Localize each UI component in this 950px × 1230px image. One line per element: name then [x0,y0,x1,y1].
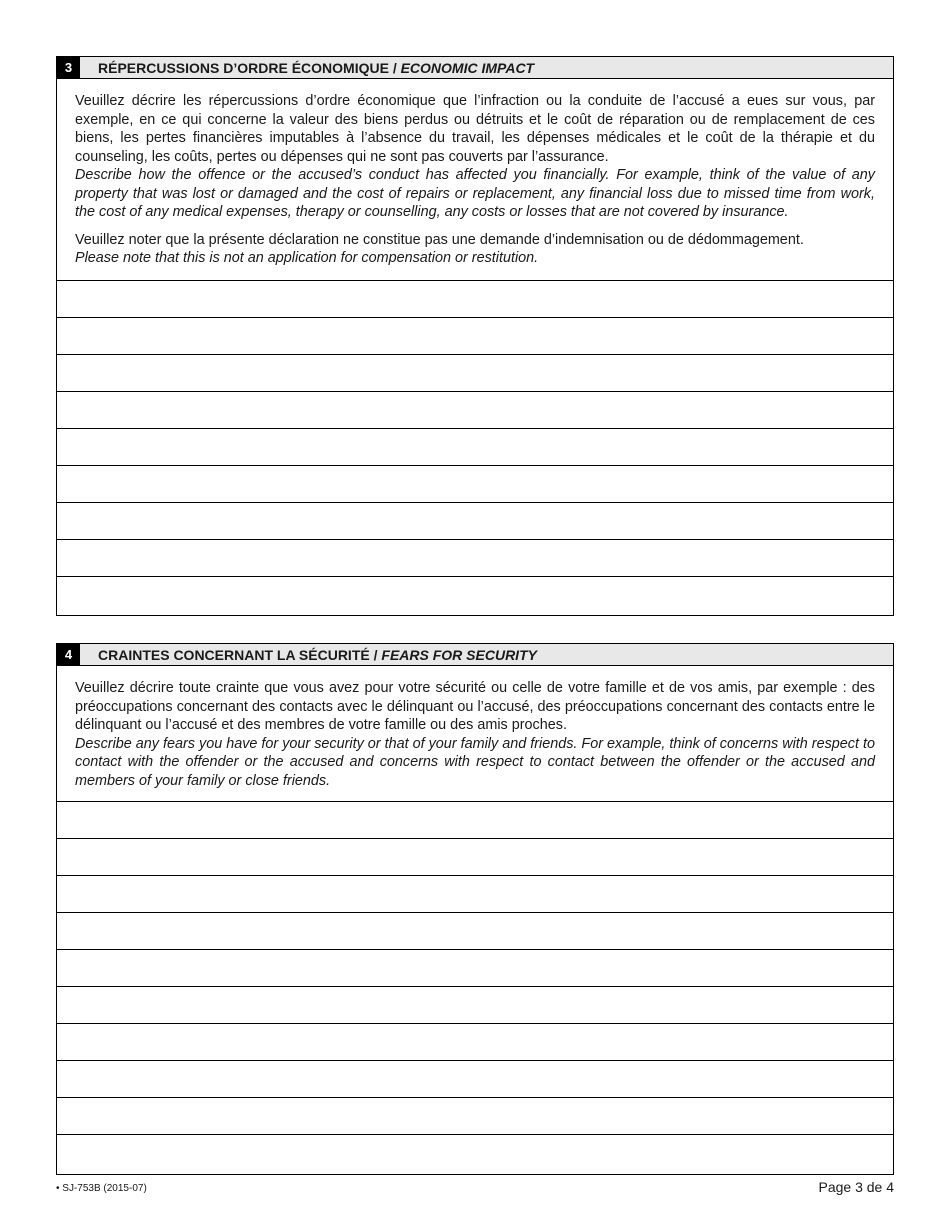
answer-line[interactable] [57,802,893,839]
section-header [57,644,893,666]
instructions-fr: Veuillez décrire les répercussions d’ordre économique que l’infraction ou la conduite de l’accusé a eues sur vous, par exemple, en ce qui concerne la valeur des biens perdus ou détruits et le coût de réparation ou de remplacement de ces biens, les pertes financières imputables à l’absence du travail, les dépenses médicales et le coût de la thérapie et du counseling, les coûts, pertes ou dépenses qui ne sont pas couverts par l’assurance. [75,93,875,165]
answer-line[interactable] [57,1135,893,1172]
section-title [98,60,534,76]
section-number: 4 [57,644,80,666]
section-fears-for-security [56,643,894,1175]
instructions-en: Describe any fears you have for your security or that of your family and friends. For example, think of concerns with respect to contact with the offender or the accused and concerns with respect to contact between the offender or the accused and members of your family or close friends. [75,735,875,789]
section-title-fr: RÉPERCUSSIONS D’ORDRE ÉCONOMIQUE / [98,59,401,76]
section-title-fr: CRAINTES CONCERNANT LA SÉCURITÉ / [98,646,382,663]
answer-lines [57,281,893,614]
answer-line[interactable] [57,577,893,614]
answer-line[interactable] [57,1024,893,1061]
section-instructions [57,79,893,281]
answer-line[interactable] [57,540,893,577]
form-code: • SJ-753B (2015-07) [56,1183,147,1194]
instructions-fr: Veuillez décrire toute crainte que vous avez pour votre sécurité ou celle de votre famille et de vos amis, par exemple : des préoccupations concernant des contacts avec le délinquant ou l’accusé, des préoccupations concernant des contacts entre le délinquant ou l’accusé et des membres de votre famille ou des amis proches. [75,680,875,733]
section-title-en: ECONOMIC IMPACT [400,59,535,76]
answer-line[interactable] [57,1061,893,1098]
section-number: 3 [57,57,80,79]
answer-line[interactable] [57,1098,893,1135]
answer-line[interactable] [57,839,893,876]
answer-line[interactable] [57,281,893,318]
section-header [57,57,893,79]
note-fr: Veuillez noter que la présente déclaration ne constitue pas une demande d’indemnisation ou de dédommagement. [75,231,804,248]
answer-line[interactable] [57,987,893,1024]
page-number: Page 3 de 4 [818,1179,894,1195]
answer-line[interactable] [57,466,893,503]
answer-line[interactable] [57,503,893,540]
answer-line[interactable] [57,876,893,913]
answer-line[interactable] [57,913,893,950]
answer-line[interactable] [57,355,893,392]
section-economic-impact [56,56,894,616]
answer-line[interactable] [57,429,893,466]
section-title [98,647,537,663]
note-en: Please note that this is not an application for compensation or restitution. [75,250,539,266]
answer-line[interactable] [57,950,893,987]
answer-line[interactable] [57,392,893,429]
section-instructions [57,666,893,802]
instructions-en: Describe how the offence or the accused’s conduct has affected you financially. For example, think of the value of any property that was lost or damaged and the cost of repairs or replacement, any financial loss due to missed time from work, the cost of any medical expenses, therapy or counselling, any costs or losses that are not covered by insurance. [75,167,875,220]
answer-line[interactable] [57,318,893,355]
section-title-en: FEARS FOR SECURITY [381,646,537,663]
answer-lines [57,802,893,1172]
